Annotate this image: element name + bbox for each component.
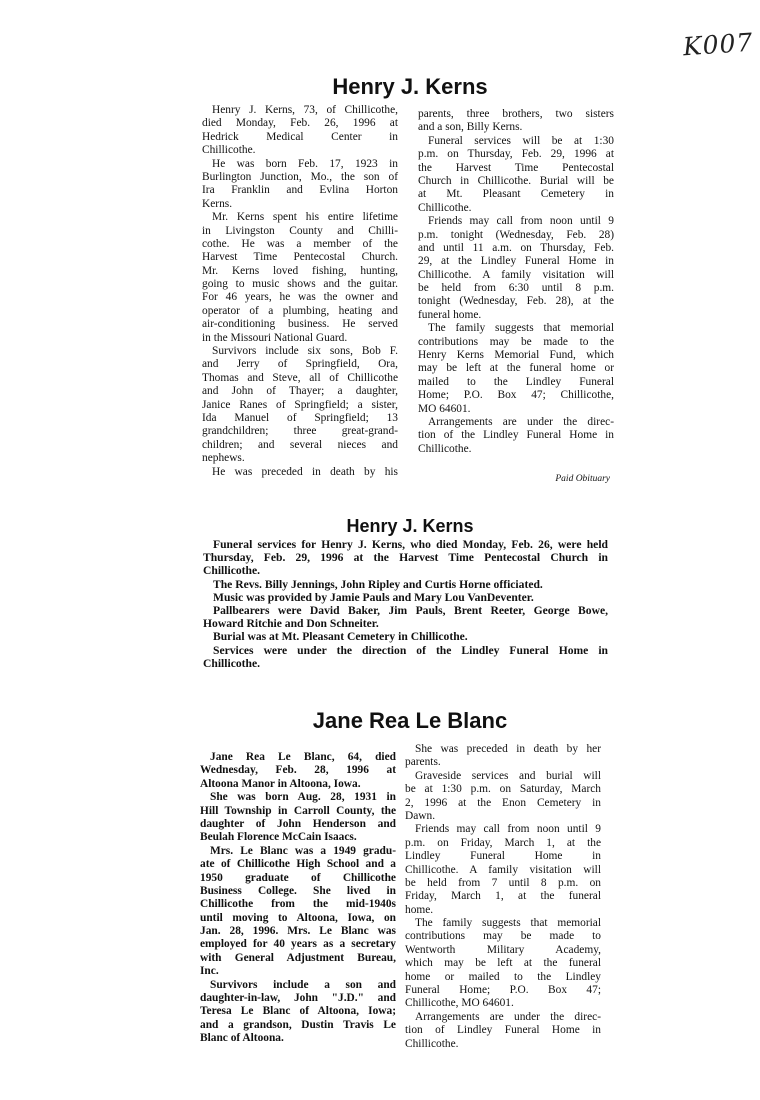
text-line: Kerns.	[202, 197, 233, 210]
text-line: may be left at the funeral home or	[418, 362, 614, 375]
text-line: Chillicothe.	[405, 1037, 459, 1050]
text-line: Janice Ranes of Springfield; a sister,	[202, 398, 398, 411]
text-line: 1950 graduate of Chillicothe	[200, 871, 396, 884]
text-line: The Revs. Billy Jennings, John Ripley and Curtis Horne officiated.	[213, 577, 543, 591]
text-line: and until 11 a.m. on Thursday, Feb.	[418, 241, 614, 254]
text-line: operator of a plumbing, heating and	[202, 304, 398, 317]
text-line: For 46 years, he was the owner and	[202, 291, 398, 304]
text-line: the Harvest Time Pentecostal	[418, 161, 614, 174]
text-line: Chillicothe.	[203, 656, 261, 670]
text-line: Friends may call from noon until 9	[415, 823, 601, 836]
text-line: Friends may call from noon until 9	[428, 215, 614, 228]
text-line: Chillicothe, MO 64601.	[405, 997, 514, 1010]
text-line: and a son, Billy Kerns.	[418, 121, 523, 134]
text-line: going to music shows and the guitar.	[202, 278, 398, 291]
text-line: Chillicothe.	[418, 201, 472, 214]
text-line: Chillicothe.	[202, 144, 256, 157]
text-line: Inc.	[200, 965, 219, 978]
text-line: Chillicothe.	[203, 564, 261, 578]
text-line: Mrs. Le Blanc was a 1949 gradu-	[210, 844, 396, 857]
text-line: Hill Township in Carroll County, the	[200, 804, 396, 817]
text-line: parents.	[405, 756, 441, 769]
obituary-3-title: Jane Rea Le Blanc	[312, 708, 508, 733]
text-line: She was preceded in death by her	[415, 743, 601, 755]
text-line: Hedrick Medical Center in	[202, 130, 398, 143]
obituary-2-body	[203, 538, 608, 670]
text-line: Mr. Kerns loved fishing, hunting,	[202, 264, 398, 277]
text-line: Thursday, Feb. 29, 1996 at the Harvest Time Pentecostal Church in	[203, 551, 608, 565]
obituary-3-column-1	[200, 751, 396, 1046]
text-line: Business College. She lived in	[200, 884, 396, 897]
text-line: He was preceded in death by his	[212, 465, 398, 478]
text-line: and a grandson, Dustin Travis Le	[200, 1018, 396, 1031]
text-line: Ida Manuel of Springfield; 13	[202, 411, 398, 424]
text-line: Lindley Funeral Home in	[405, 850, 601, 863]
text-line: p.m. on Friday, March 1, at the	[405, 836, 601, 849]
text-line: and John of Thayer; a daughter,	[202, 385, 398, 398]
text-line: Arrangements are under the direc-	[415, 1010, 601, 1023]
text-line: mailed to the Lindley Funeral	[418, 375, 614, 388]
text-line: Funeral Home; P.O. Box 47;	[405, 984, 601, 997]
text-line: Chillicothe. A family visitation will	[405, 863, 601, 876]
text-line: children; and several nieces and	[202, 438, 398, 451]
text-line: Harvest Time Pentecostal Church.	[202, 251, 398, 264]
text-line: parents, three brothers, two sisters	[418, 108, 614, 120]
text-line: He was born Feb. 17, 1923 in	[212, 157, 398, 170]
text-line: Chillicothe from the mid-1940s	[200, 898, 396, 911]
text-line: Dawn.	[405, 809, 436, 822]
text-line: cothe. He was a member of the	[202, 237, 398, 250]
paid-obituary-label: Paid Obituary	[555, 474, 610, 484]
text-line: 29, at the Lindley Funeral Home in	[418, 255, 614, 268]
obituary-1-title: Henry J. Kerns	[332, 74, 488, 99]
text-line: nephews.	[202, 452, 245, 465]
text-line: died Monday, Feb. 26, 1996 at	[202, 117, 398, 130]
text-line: funeral home.	[418, 308, 482, 321]
text-line: grandchildren; three great-grand-	[202, 425, 398, 438]
text-line: Funeral services will be at 1:30	[428, 134, 614, 147]
text-line: home or mailed to the Lindley	[405, 970, 601, 983]
text-line: p.m. on Thursday, Feb. 29, 1996 at	[418, 148, 614, 161]
text-line: and Jerry of Springfield, Ora,	[202, 358, 398, 371]
text-line: ate of Chillicothe High School and a	[200, 858, 396, 871]
text-line: Music was provided by Jamie Pauls and Mary Lou VanDeventer.	[213, 590, 534, 604]
text-line: Henry Kerns Memorial Fund, which	[418, 349, 614, 362]
text-line: Arrangements are under the direc-	[428, 415, 614, 428]
text-line: Services were under the direction of the Lindley Funeral Home in	[213, 643, 608, 657]
text-line: Home; P.O. Box 47; Chillicothe,	[418, 389, 614, 402]
text-line: Altoona Manor in Altoona, Iowa.	[200, 777, 361, 790]
text-line: The family suggests that memorial	[428, 322, 614, 335]
text-line: Survivors include six sons, Bob F.	[212, 345, 398, 358]
text-line: with General Adjustment Bureau,	[200, 951, 396, 964]
text-line: until moving to Altoona, Iowa, on	[200, 911, 396, 924]
text-line: Blanc of Altoona.	[200, 1032, 284, 1045]
text-line: Teresa Le Blanc of Altoona, Iowa;	[200, 1005, 396, 1018]
text-line: Jane Rea Le Blanc, 64, died	[210, 751, 396, 763]
text-line: Henry J. Kerns, 73, of Chillicothe,	[212, 104, 398, 116]
text-line: Chillicothe. A family visitation will	[418, 268, 614, 281]
text-line: Ira Franklin and Evlina Horton	[202, 184, 398, 197]
obituary-2-title: Henry J. Kerns	[346, 516, 474, 536]
text-line: Wednesday, Feb. 28, 1996 at	[200, 764, 396, 777]
text-line: Church in Chillicothe. Burial will be	[418, 174, 614, 187]
text-line: Wentworth Military Academy,	[405, 943, 601, 956]
text-line: be held from 6:30 until 8 p.m.	[418, 282, 614, 295]
text-line: Chillicothe.	[418, 442, 472, 455]
text-line: be held from 7 until 8 p.m. on	[405, 876, 601, 889]
text-line: Jan. 28, 1996. Mrs. Le Blanc was	[200, 925, 396, 938]
text-line: p.m. tonight (Wednesday, Feb. 28)	[418, 228, 614, 241]
text-line: daughter of John Henderson and	[200, 817, 396, 830]
text-line: contributions may be made to the	[418, 335, 614, 348]
text-line: The family suggests that memorial	[415, 917, 601, 930]
text-line: at Mt. Pleasant Cemetery in	[418, 188, 614, 201]
obituary-1-column-1	[202, 104, 398, 479]
text-line: Pallbearers were David Baker, Jim Pauls, Brent Reeter, George Bowe,	[213, 603, 608, 617]
text-line: Thomas and Steve, all of Chillicothe	[202, 371, 398, 384]
text-line: be at 1:30 p.m. on Saturday, March	[405, 783, 601, 796]
text-line: tion of the Lindley Funeral Home in	[418, 429, 614, 442]
obituary-1-column-2	[418, 108, 614, 456]
text-line: 2, 1996 at the Enon Cemetery in	[405, 796, 601, 809]
text-line: home.	[405, 903, 434, 916]
text-line: MO 64601.	[418, 402, 471, 415]
text-line: Friday, March 1, at the funeral	[405, 890, 601, 903]
text-line: Howard Ritchie and Don Schneiter.	[203, 617, 379, 631]
text-line: Burial was at Mt. Pleasant Cemetery in Chillicothe.	[213, 630, 468, 644]
text-line: in the Missouri National Guard.	[202, 331, 348, 344]
text-line: Burlington Junction, Mo., the son of	[202, 170, 398, 183]
text-line: contributions may be made to	[405, 930, 601, 943]
text-line: Beulah Florence McCain Isaacs.	[200, 831, 357, 844]
text-line: air-conditioning business. He served	[202, 318, 398, 331]
text-line: tion of Lindley Funeral Home in	[405, 1024, 601, 1037]
text-line: tonight (Wednesday, Feb. 28), at the	[418, 295, 614, 308]
text-line: employed for 40 years as a secretary	[200, 938, 396, 951]
text-line: Funeral services for Henry J. Kerns, who died Monday, Feb. 26, were held	[213, 538, 608, 551]
text-line: Mr. Kerns spent his entire lifetime	[212, 211, 398, 224]
text-line: in Livingston County and Chilli-	[202, 224, 398, 237]
text-line: daughter-in-law, John "J.D." and	[200, 992, 396, 1005]
text-line: which may be left at the funeral	[405, 957, 601, 970]
text-line: She was born Aug. 28, 1931 in	[210, 791, 396, 804]
handwritten-document-id: K007	[682, 27, 755, 62]
text-line: Survivors include a son and	[210, 978, 396, 991]
obituary-3-column-2	[405, 743, 601, 1051]
text-line: Graveside services and burial will	[415, 769, 601, 782]
